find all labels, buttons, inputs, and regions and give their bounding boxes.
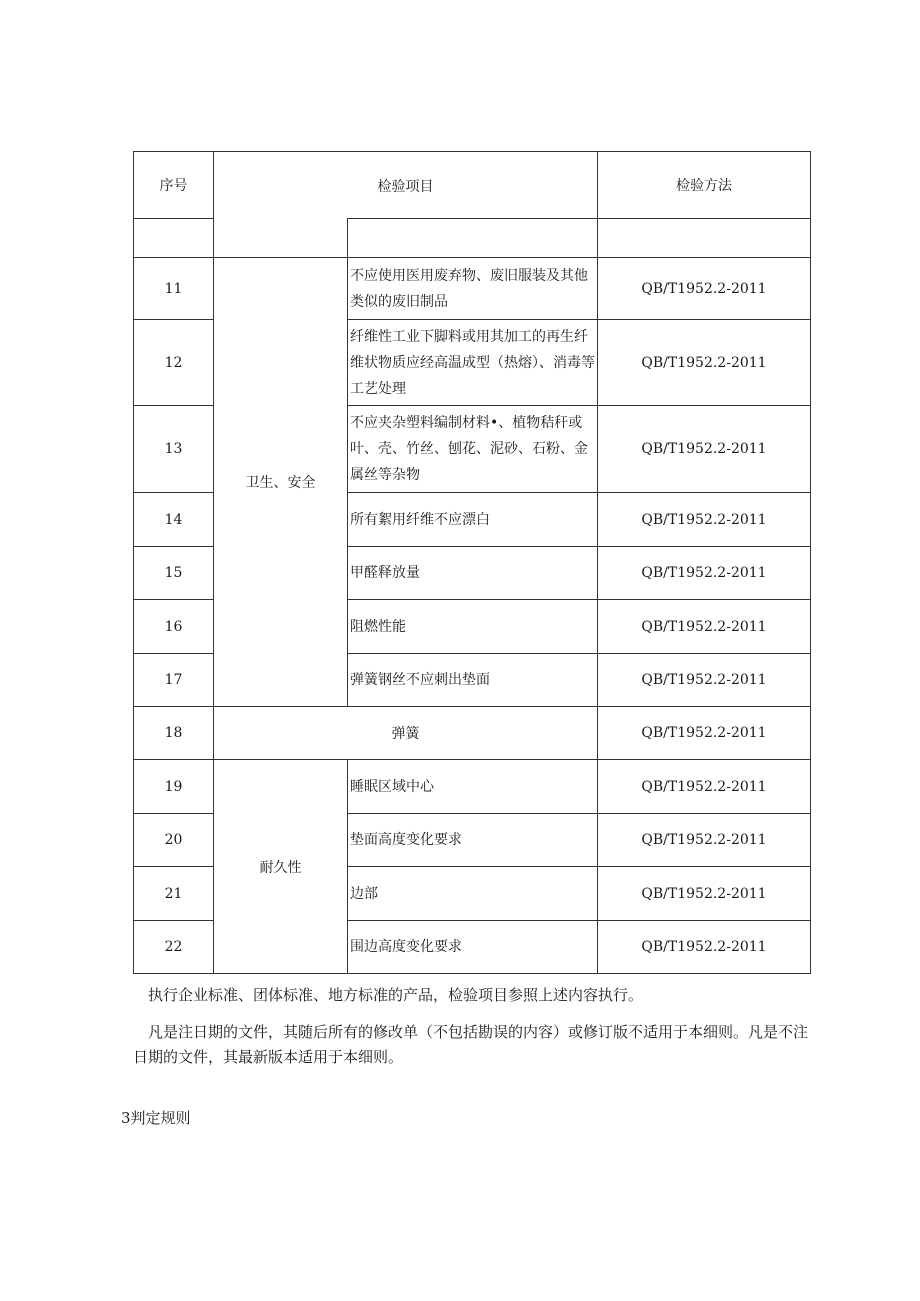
- row-method: QB/T1952.2-2011: [598, 406, 811, 493]
- row-method: QB/T1952.2-2011: [598, 707, 811, 760]
- row-number: 16: [134, 600, 214, 654]
- header-item: [214, 152, 598, 219]
- row-item: 不应夹杂塑料编制材料•、植物秸秆或叶、壳、竹丝、刨花、泥砂、石粉、金属丝等杂物: [348, 406, 598, 493]
- table-row: [134, 707, 811, 760]
- table-row: [134, 258, 811, 320]
- row-item: 所有絮用纤维不应漂白: [348, 493, 598, 547]
- row-method: QB/T1952.2-2011: [598, 258, 811, 320]
- table-subheader-row: [134, 219, 811, 258]
- row-method: QB/T1952.2-2011: [598, 547, 811, 600]
- row-item: 甲醛释放量: [348, 547, 598, 600]
- header-method: 检验方法: [598, 152, 811, 219]
- row-number: 20: [134, 814, 214, 867]
- blank-cell: [134, 219, 214, 258]
- table-header-row: [134, 152, 811, 219]
- inspection-table: [133, 151, 811, 974]
- header-no: 序号: [134, 152, 214, 219]
- row-item: 不应使用医用废弃物、废旧服装及其他类似的废旧制品: [348, 258, 598, 320]
- row-method: QB/T1952.2-2011: [598, 320, 811, 406]
- row-number: 17: [134, 654, 214, 707]
- row-item: 纤维性工业下脚料或用其加工的再生纤维状物质应经高温成型（热熔）、消毒等工艺处理: [348, 320, 598, 406]
- table-row: [134, 760, 811, 814]
- row-item: 阻燃性能: [348, 600, 598, 654]
- header-item-label: 检验项目: [377, 179, 434, 195]
- category-hygiene-safety: 卫生、安全: [214, 258, 348, 707]
- row-number: 13: [134, 406, 214, 493]
- paragraph-standards-note: 执行企业标准、团体标准、地方标准的产品，检验项目参照上述内容执行。: [148, 986, 644, 1004]
- row-number: 21: [134, 867, 214, 921]
- category-durability: 耐久性: [214, 760, 348, 974]
- row-item: 睡眠区域中心: [348, 760, 598, 814]
- blank-cell: [348, 219, 598, 258]
- blank-cell: [598, 219, 811, 258]
- row-item: 垫面高度变化要求: [348, 814, 598, 867]
- row-method: QB/T1952.2-2011: [598, 654, 811, 707]
- row-item: 弹簧钢丝不应刺出垫面: [348, 654, 598, 707]
- row-number: 11: [134, 258, 214, 320]
- header-sub-divider: [348, 218, 598, 219]
- row-method: QB/T1952.2-2011: [598, 814, 811, 867]
- row-number: 12: [134, 320, 214, 406]
- row-number: 19: [134, 760, 214, 814]
- row-method: QB/T1952.2-2011: [598, 493, 811, 547]
- row-number: 15: [134, 547, 214, 600]
- row-method: QB/T1952.2-2011: [598, 921, 811, 974]
- row-method: QB/T1952.2-2011: [598, 600, 811, 654]
- section-heading: 3判定规则: [121, 1109, 191, 1127]
- row-number: 14: [134, 493, 214, 547]
- row-method: QB/T1952.2-2011: [598, 760, 811, 814]
- row-item-spring: 弹簧: [214, 707, 598, 760]
- row-number: 18: [134, 707, 214, 760]
- row-item: 边部: [348, 867, 598, 921]
- row-method: QB/T1952.2-2011: [598, 867, 811, 921]
- row-number: 22: [134, 921, 214, 974]
- paragraph-dated-references: 凡是注日期的文件，其随后所有的修改单（不包括勘误的内容）或修订版不适用于本细则。凡是不注日期的文件，其最新版本适用于本细则。: [133, 1023, 809, 1066]
- row-item: 围边高度变化要求: [348, 921, 598, 974]
- blank-cell: [214, 219, 348, 258]
